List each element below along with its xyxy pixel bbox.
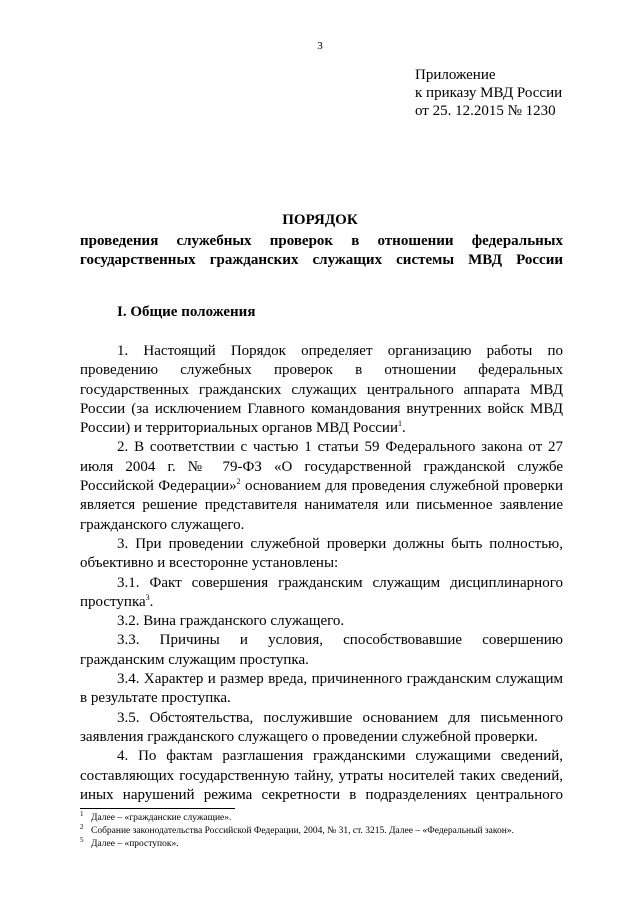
paragraph-1: 1. Настоящий Порядок определяет организацию работы по проведению служебных проверок в отношении федеральных государственных гражданских служащих центрального аппарата МВД России (за исключением Главного командования внутренних войск МВД России) и территориальных органов МВД России$^1$. — [80, 343, 563, 437]
footnote-divider — [80, 808, 235, 809]
paragraph-3: 3. При проведении служебной проверки должны быть полностью, объективно и всесторонне установлены: — [80, 535, 563, 572]
document-title: ПОРЯДОК — [282, 212, 358, 228]
body-text — [80, 342, 563, 805]
footnote-ref-2: 2 — [236, 477, 241, 487]
section-heading: I. Общие положения — [117, 304, 256, 320]
document-subtitle: проведения служебных проверок в отношении федеральных государственных гражданских служащих системы МВД России — [80, 233, 563, 268]
footnote: $^5$ Далее – «проступок». — [80, 835, 179, 849]
paragraph-3-3: 3.3. Причины и условия, способствовавшие совершению гражданским служащим проступка. — [80, 632, 563, 668]
appendix-block — [415, 66, 562, 120]
appendix-line-1: Приложение — [415, 67, 496, 83]
appendix-line-3: от 25. 12.2015 № 1230 — [415, 103, 556, 119]
footnotes — [80, 809, 563, 851]
paragraph-3-2: 3.2. Вина гражданского служащего. — [117, 613, 345, 630]
paragraph-3-4: 3.4. Характер и размер вреда, причиненного гражданским служащим в результате проступка. — [80, 671, 563, 707]
paragraph-3-5: 3.5. Обстоятельства, послужившие основанием для письменного заявления гражданского служащего о проведении служебной проверки. — [80, 709, 563, 745]
page-number: 3 — [317, 40, 323, 52]
paragraph-2: 2. В соответствии с частью 1 статьи 59 Федерального закона от 27 июля 2004 г. № 79-ФЗ «О государственной гражданской службе Российской Федерации»$^2$ основанием для проведения служебной проверки является решение представителя нанимателя или письменное заявление гражданского служащего. — [80, 439, 564, 533]
footnote-ref-1: 1 — [397, 419, 402, 429]
footnote: $^1$ Далее – «гражданские служащие». — [80, 809, 232, 823]
footnote-ref-3: 3 — [145, 592, 150, 602]
footnote: $^2$ Собрание законодательства Российской Федерации, 2004, № 31, ст. 3215. Далее – «Федеральный закон». — [80, 822, 514, 836]
paragraph-3-1: 3.1. Факт совершения гражданским служащим дисциплинарного проступка$^3$. — [80, 574, 563, 610]
appendix-line-2: к приказу МВД России — [415, 85, 563, 101]
paragraph-4: 4. По фактам разглашения гражданскими служащими сведений, составляющих государственную тайну, утраты носителей таких сведений, иных нарушений режима секретности в подразделениях центрального — [80, 748, 563, 803]
